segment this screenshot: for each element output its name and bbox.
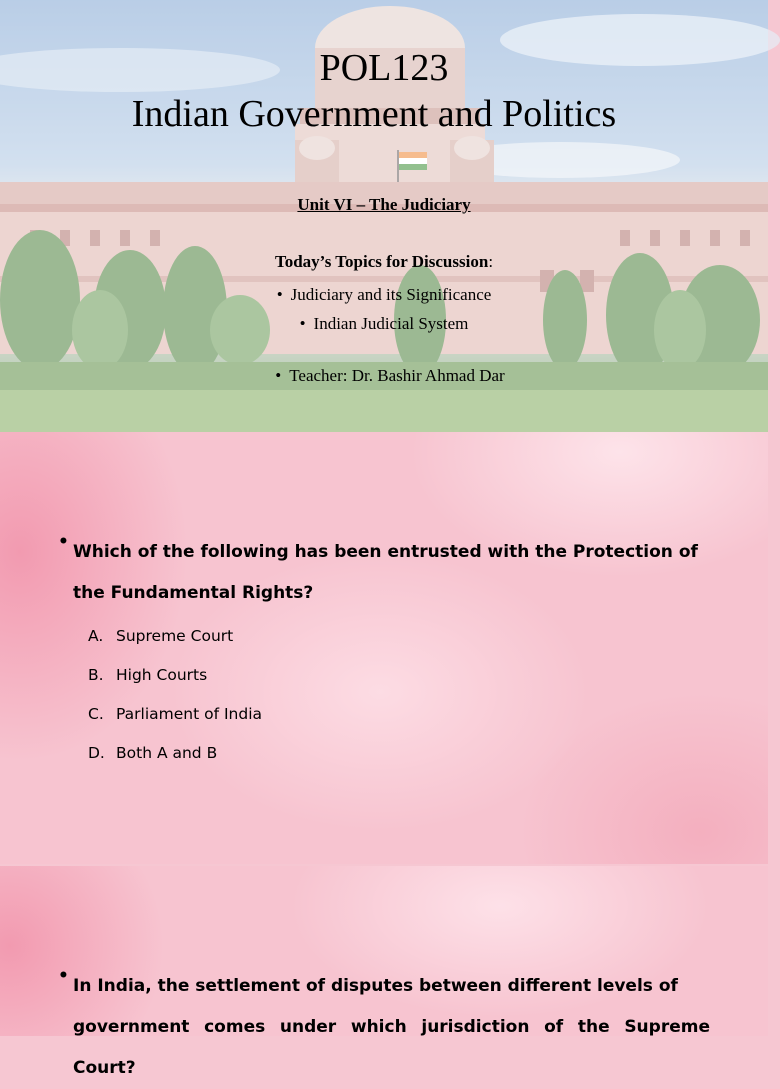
course-code: POL123 <box>319 47 449 89</box>
unit-heading: Unit VI – The Judiciary <box>297 195 471 214</box>
option-b[interactable] <box>88 656 262 695</box>
question-bullet: • <box>58 532 69 552</box>
topics-heading-colon: : <box>488 252 494 271</box>
option-letter: A. <box>88 627 104 645</box>
slide-title <box>0 0 768 432</box>
option-a[interactable] <box>88 617 262 656</box>
option-text: Parliament of India <box>116 705 263 723</box>
bullet-glyph: • <box>275 366 282 385</box>
topic-text: Indian Judicial System <box>313 314 469 333</box>
option-text: Both A and B <box>116 744 218 762</box>
slide-question-2 <box>0 866 768 1078</box>
question-line-1: In India, the settlement of disputes between different levels of <box>73 976 678 996</box>
topic-item <box>0 280 768 309</box>
option-letter: C. <box>88 705 104 723</box>
teacher-text: Teacher: Dr. Bashir Ahmad Dar <box>289 366 505 385</box>
topic-item <box>0 309 768 338</box>
topics-heading-text: Today’s Topics for Discussion <box>274 252 489 271</box>
topics-heading <box>0 252 768 272</box>
course-title: Indian Government and Politics <box>131 93 617 135</box>
answer-options <box>88 617 262 773</box>
option-c[interactable] <box>88 695 262 734</box>
question-line-2: the Fundamental Rights? <box>73 583 314 603</box>
question-bullet: • <box>58 966 69 986</box>
teacher-line <box>0 366 780 386</box>
option-letter: B. <box>88 666 104 684</box>
option-text: Supreme Court <box>116 627 234 645</box>
option-d[interactable] <box>88 734 262 773</box>
topic-text: Judiciary and its Significance <box>290 285 492 304</box>
option-letter: D. <box>88 744 105 762</box>
slide-question-1 <box>0 432 768 864</box>
option-text: High Courts <box>116 666 208 684</box>
question-line-2: government comes under which jurisdiction of the Supreme Court? <box>73 1017 710 1078</box>
topics-list <box>0 280 768 338</box>
question-line-1: Which of the following has been entrusted with the Protection of <box>73 542 698 562</box>
bullet-glyph: • <box>299 314 306 333</box>
bullet-glyph: • <box>276 285 283 304</box>
